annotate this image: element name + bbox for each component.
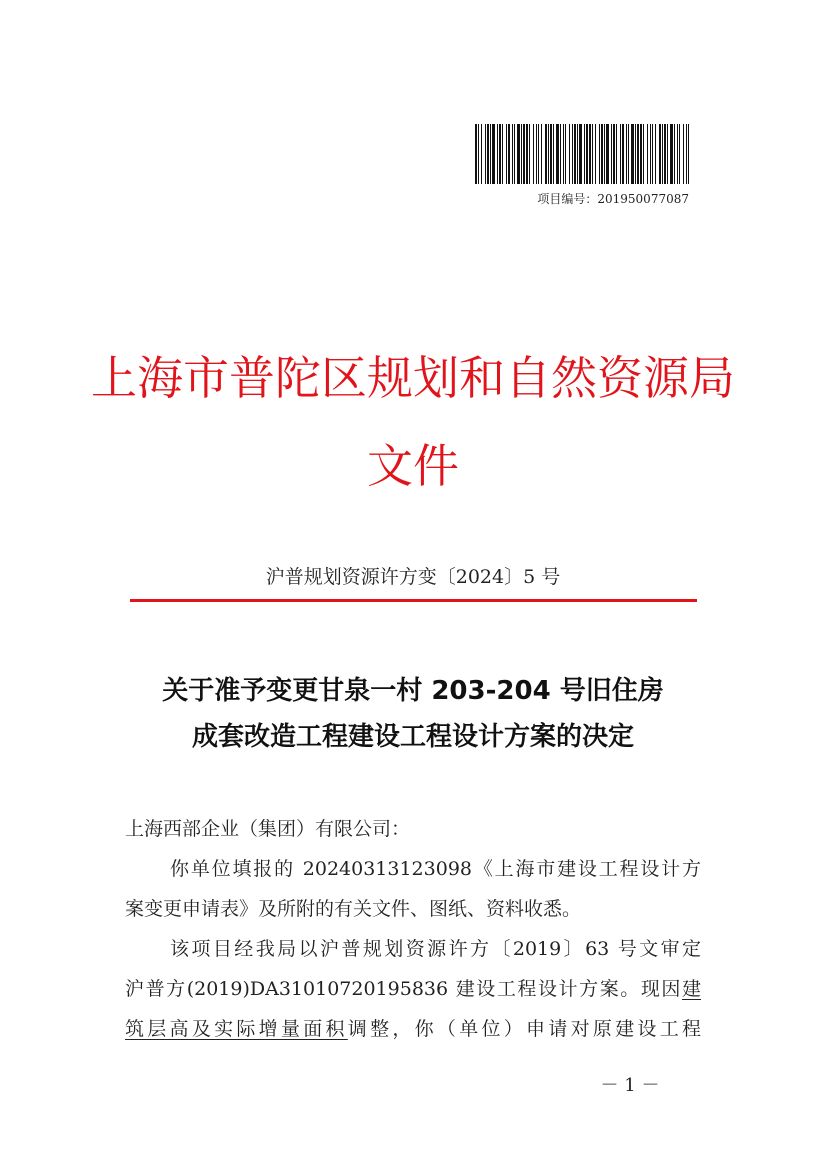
barcode-bar	[664, 124, 666, 184]
barcode	[475, 124, 689, 184]
barcode-bar	[620, 124, 621, 184]
barcode-bar	[536, 124, 537, 184]
barcode-bar	[478, 124, 479, 184]
barcode-bar	[529, 124, 530, 184]
barcode-bar	[628, 124, 629, 184]
barcode-bar	[475, 124, 477, 184]
paragraph-2-line-3	[125, 1014, 701, 1041]
barcode-bar	[647, 124, 648, 184]
barcode-bar	[533, 124, 534, 184]
barcode-bar	[538, 124, 539, 184]
barcode-bar	[502, 124, 503, 184]
addressee: 上海西部企业（集团）有限公司：	[125, 818, 411, 840]
barcode-bar	[650, 124, 651, 184]
barcode-bar	[595, 124, 596, 184]
barcode-bar	[635, 124, 636, 184]
paragraph-2-line-3-text: 调整，你（单位）申请对原建设工程	[347, 1018, 701, 1040]
barcode-bar	[545, 124, 547, 184]
barcode-bar	[683, 124, 684, 184]
barcode-bar	[577, 124, 578, 184]
barcode-bar	[508, 124, 510, 184]
barcode-bar	[574, 124, 576, 184]
barcode-bar	[659, 124, 661, 184]
paragraph-2-line-2-text: 沪普方(2019)DA31010720195836 建设工程设计方案。现因	[125, 978, 682, 1000]
barcode-bar	[548, 124, 549, 184]
barcode-bar	[497, 124, 498, 184]
barcode-bar	[631, 124, 634, 184]
document-heading-line-1: 关于准予变更甘泉一村 203-204 号旧住房	[162, 676, 664, 706]
barcode-bar	[487, 124, 489, 184]
barcode-bar	[640, 124, 642, 184]
barcode-bar	[686, 124, 687, 184]
barcode-bar	[499, 124, 501, 184]
barcode-bar	[601, 124, 603, 184]
barcode-bar	[563, 124, 564, 184]
barcode-bar	[611, 124, 612, 184]
barcode-bar	[560, 124, 561, 184]
page-number: － 1 －	[600, 1075, 660, 1096]
barcode-bar	[599, 124, 600, 184]
barcode-bar	[652, 124, 653, 184]
barcode-bar	[485, 124, 486, 184]
barcode-bar	[517, 124, 520, 184]
barcode-bar	[550, 124, 552, 184]
barcode-bar	[667, 124, 668, 184]
paragraph-1-line-2: 案变更申请表》及所附的有关文件、图纸、资料收悉。	[125, 898, 582, 920]
barcode-bar	[670, 124, 673, 184]
barcode-bar	[526, 124, 528, 184]
barcode-bar	[688, 124, 689, 184]
barcode-bar	[512, 124, 513, 184]
barcode-bar	[584, 124, 585, 184]
barcode-bar	[626, 124, 627, 184]
barcode-bar	[589, 124, 591, 184]
barcode-bar	[622, 124, 624, 184]
barcode-bar	[592, 124, 593, 184]
barcode-bar	[565, 124, 566, 184]
barcode-bar	[506, 124, 507, 184]
paragraph-2-line-1: 该项目经我局以沪普规划资源许方〔2019〕63 号文审定	[170, 938, 701, 960]
barcode-bar	[572, 124, 573, 184]
paragraph-1-line-1: 你单位填报的 20240313123098《上海市建设工程设计方	[170, 858, 701, 880]
barcode-bar	[655, 124, 656, 184]
barcode-bar	[523, 124, 525, 184]
barcode-bar	[677, 124, 678, 184]
underlined-text: 筑层高及实际增量面积	[125, 1018, 348, 1040]
barcode-bar	[541, 124, 542, 184]
barcode-bar	[662, 124, 663, 184]
barcode-bar	[604, 124, 605, 184]
barcode-bar	[613, 124, 615, 184]
barcode-bar	[490, 124, 491, 184]
barcode-bar	[553, 124, 554, 184]
barcode-bar	[643, 124, 644, 184]
barcode-bar	[637, 124, 639, 184]
document-type-title: 文件	[367, 439, 459, 493]
barcode-bar	[674, 124, 675, 184]
barcode-bar	[586, 124, 588, 184]
barcode-bar	[569, 124, 570, 184]
document-heading-line-2: 成套改造工程建设工程设计方案的决定	[191, 722, 634, 752]
barcode-bar	[514, 124, 515, 184]
barcode-bar	[616, 124, 617, 184]
paragraph-2-line-2	[125, 974, 701, 1001]
barcode-bar	[606, 124, 609, 184]
underlined-text-start: 建	[681, 978, 701, 1000]
document-reference-number: 沪普规划资源许方变〔2024〕5 号	[265, 566, 561, 588]
barcode-bar	[492, 124, 495, 184]
barcode-bar	[579, 124, 582, 184]
issuing-authority-title: 上海市普陀区规划和自然资源局	[91, 351, 735, 405]
barcode-bar	[679, 124, 680, 184]
barcode-bar	[521, 124, 522, 184]
barcode-bar	[481, 124, 482, 184]
project-number: 项目编号：201950077087	[537, 192, 689, 206]
red-divider-rule	[130, 599, 697, 602]
barcode-bar	[556, 124, 559, 184]
